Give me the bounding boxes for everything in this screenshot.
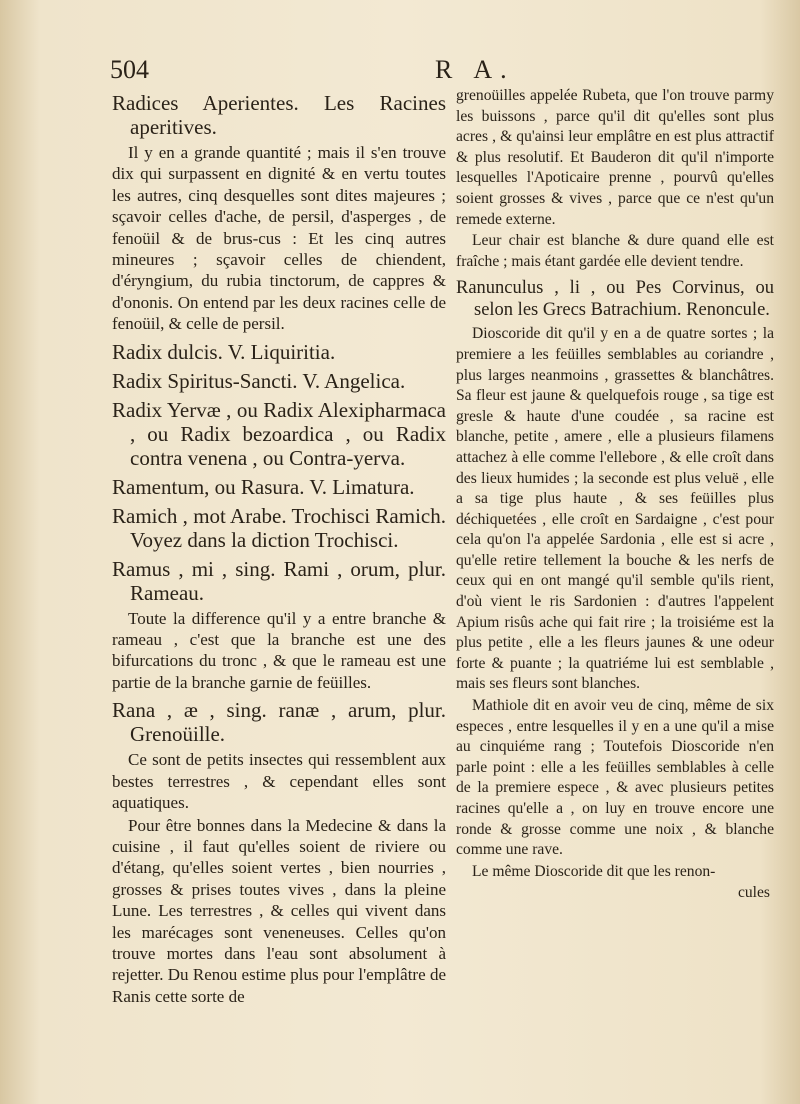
- paragraph: Il y en a grande quantité ; mais il s'en trouve dix qui surpassent en dignité & en vertu toutes les autres, cinq desquelles sont dites majeures ; sçavoir celles d'ache, de persil, d'asperges , de fenoüil & de brus-cus : Et les cinq autres mineures ; sçavoir celles de chiendent, d'éryngium, du rubia tinctorum, de cappres & d'ononis. On entend par les deux racines celle de fenoüil, & celle de persil.: [112, 143, 446, 334]
- paragraph: Toute la difference qu'il y a entre branche & rameau , c'est que la branche est une des bifurcations du tronc , & que le rameau est une partie de la branche garnie de feüilles.: [112, 608, 446, 692]
- catchword: cules: [737, 884, 770, 902]
- entry-radices-aperientes: Radices Aperientes. Les Racines aperitives.: [112, 91, 446, 139]
- paragraph: Ce sont de petits insectes qui ressemblent aux bestes terrestres , & cependant elles sont aquatiques.: [112, 750, 446, 813]
- page-number: 504: [110, 55, 149, 84]
- paragraph: Le même Dioscoride dit que les renon-: [472, 862, 716, 880]
- page-header: [110, 55, 770, 87]
- running-head: R A.: [435, 55, 515, 84]
- paragraph: grenoüilles appelée Rubeta, que l'on trouve parmy les buissons , parce qu'il dit qu'elles sont plus acres , & qu'ainsi leur emplâtre en est plus attractif & plus resolutif. Et Bauderon dit qu'il n'importe lesquelles l'Apoticaire prenne , pourvû qu'elles soient grosses & vives , parce que ce n'est qu'un remede externe.: [456, 87, 774, 228]
- entry-ramentum: Ramentum, ou Rasura. V. Limatura.: [112, 474, 415, 499]
- entry-ramich: Ramich , mot Arabe. Trochisci Ramich. Voyez dans la diction Trochisci.: [112, 503, 446, 552]
- entry-ranunculus: Ranunculus , li , ou Pes Corvinus, ou selon les Grecs Batrachium. Renoncule.: [456, 278, 774, 321]
- entry-radix-dulcis: Radix dulcis. V. Liquiritia.: [112, 339, 336, 364]
- entry-ramus: Ramus , mi , sing. Rami , orum, plur. Rameau.: [112, 556, 446, 605]
- entry-rana: Rana , æ , sing. ranæ , arum, plur. Grenoüille.: [112, 698, 446, 747]
- right-column: [456, 86, 774, 904]
- paragraph: Mathiole dit en avoir veu de cinq, même de six especes , entre lesquelles il y en a une qu'il a mise au cinquiéme rang ; Toutefois Dioscoride n'en parle point : elle a les feüilles semblables à celle de la premiere espece , & avec plusieurs petites racines qu'elle a , on luy en trouve encore une ronde & grosse comme une noix , & blanche comme une rave.: [456, 697, 774, 859]
- paragraph: Dioscoride dit qu'il y en a de quatre sortes ; la premiere a les feüilles semblables au coriandre , plus larges neanmoins , grassettes & blanchâtres. Sa fleur est jaune & quelquefois rouge , sa tige est gresle & haute d'une coudée , sa racine est blanche, petite , amere , elle a plusieurs filamens attachez à elle comme l'ellebore , & elle croît dans des lieux humides ; la seconde est plus veluë , elle a sa tige plus haute , & ses feüilles plus déchiquetées , elle croît en Sardaigne , c'est pour cela qu'on l'a appelée Sardonia , elle est si acre , qu'elle retire tellement la bouche & les nerfs de ceux qui en ont mangé qu'il semble qu'ils rient, d'où vient le ris Sardonien : d'autres l'appelent Apium risûs ache qui fait rire ; la troisiéme est la plus petite , elle a les fleurs jaunes & une odeur forte & puante ; la quatriéme lui est semblable , mais ses fleurs sont blanches.: [456, 325, 774, 693]
- paragraph: Leur chair est blanche & dure quand elle est fraîche ; mais étant gardée elle devient tendre.: [456, 232, 774, 270]
- entry-radix-spiritus-sancti: Radix Spiritus-Sancti. V. Angelica.: [112, 368, 406, 393]
- entry-radix-yervae: Radix Yervæ , ou Radix Alexipharmaca , ou Radix bezoardica , ou Radix contra venena , ou Contra-yerva.: [112, 397, 446, 470]
- left-column: [112, 86, 446, 1008]
- paragraph: Pour être bonnes dans la Medecine & dans la cuisine , il faut qu'elles soient de riviere ou d'étang, qu'elles soient vertes , bien nourries , grosses & prises toutes vives , dans la pleine Lune. Les terrestres , & celles qui vivent dans les marécages sont veneneuses. Celles qu'on trouve mortes dans l'eau sont absolument à rejetter. Du Renou estime plus pour l'emplâtre de Ranis cette sorte de: [112, 815, 446, 1006]
